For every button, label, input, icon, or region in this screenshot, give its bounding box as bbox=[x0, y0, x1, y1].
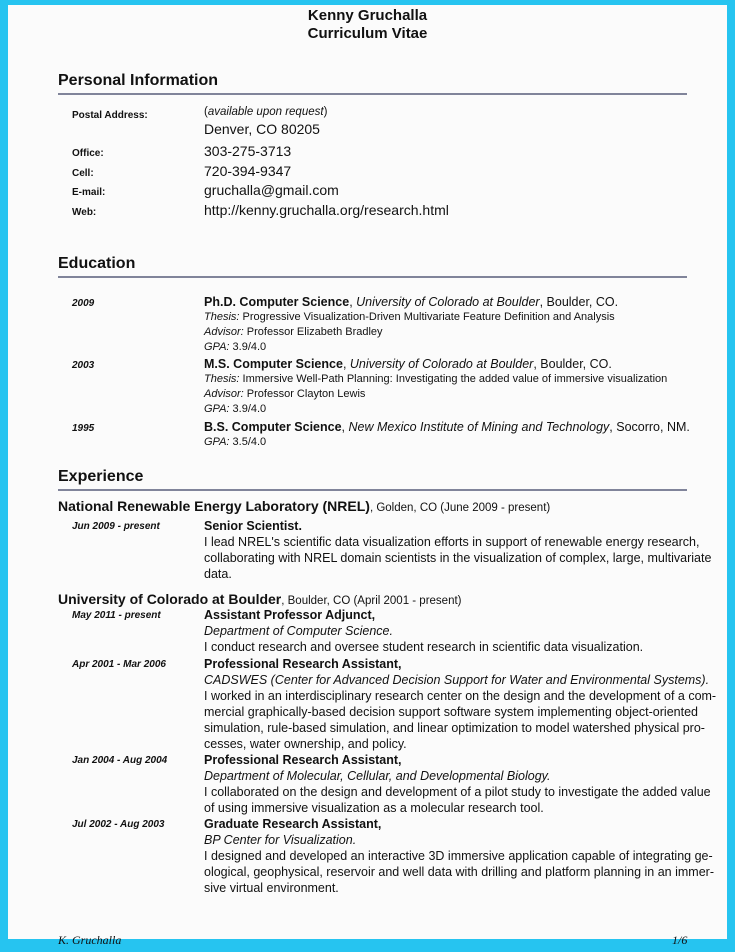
edu-degree: Ph.D. Computer Science bbox=[204, 295, 350, 309]
org-cu-boulder bbox=[58, 591, 462, 607]
cv-page bbox=[8, 5, 727, 947]
edu-thesis-value: Immersive Well-Path Planning: Investigating the added value of immersive visualization bbox=[239, 373, 668, 385]
org-nrel bbox=[58, 498, 550, 514]
exp-department: BP Center for Visualization. bbox=[204, 833, 357, 847]
edu-thesis-value: Progressive Visualization-Driven Multivariate Feature Definition and Analysis bbox=[239, 311, 615, 323]
exp-dates: May 2011 - present bbox=[72, 610, 161, 621]
edu-advisor-value: Professor Elizabeth Bradley bbox=[243, 326, 383, 338]
edu-advisor-label: Advisor: bbox=[204, 326, 244, 338]
exp-title: Professional Research Assistant, bbox=[204, 753, 402, 767]
edu-gpa-label: GPA: bbox=[204, 403, 230, 415]
exp-description-line: I worked in an interdisciplinary research center on the design and the development of a com- bbox=[204, 689, 717, 703]
exp-dates: Jan 2004 - Aug 2004 bbox=[72, 755, 168, 766]
exp-description-line: I lead NREL's scientific data visualization efforts in support of renewable energy research, bbox=[204, 535, 700, 549]
email-value[interactable]: gruchalla@gmail.com bbox=[204, 182, 339, 198]
cell-label: Cell: bbox=[72, 168, 94, 179]
web-label: Web: bbox=[72, 207, 97, 218]
exp-entry bbox=[204, 816, 724, 896]
section-rule bbox=[58, 276, 687, 278]
edu-advisor-value: Professor Clayton Lewis bbox=[243, 388, 366, 400]
exp-dates: Apr 2001 - Mar 2006 bbox=[72, 659, 166, 670]
section-heading-experience: Experience bbox=[58, 468, 144, 485]
exp-title: Assistant Professor Adjunct, bbox=[204, 608, 376, 622]
edu-gpa-label: GPA: bbox=[204, 436, 230, 448]
org-name: University of Colorado at Boulder bbox=[58, 591, 282, 607]
office-label: Office: bbox=[72, 148, 104, 159]
edu-degree: M.S. Computer Science bbox=[204, 357, 343, 371]
edu-thesis bbox=[204, 372, 724, 387]
exp-entry bbox=[204, 607, 724, 655]
edu-gpa-value: 3.9/4.0 bbox=[229, 341, 267, 353]
postal-city: Denver, CO 80205 bbox=[204, 121, 320, 137]
edu-location: , Socorro, NM. bbox=[609, 420, 690, 434]
footer-author: K. Gruchalla bbox=[58, 933, 122, 947]
org-name: National Renewable Energy Laboratory (NREL) bbox=[58, 498, 370, 514]
cv-name: Kenny Gruchalla bbox=[307, 7, 428, 24]
exp-description-line: cesses, water ownership, and policy. bbox=[204, 737, 407, 751]
exp-entry bbox=[204, 518, 724, 582]
exp-dates: Jun 2009 - present bbox=[72, 521, 160, 532]
section-heading-education: Education bbox=[58, 255, 136, 272]
edu-school: New Mexico Institute of Mining and Technology bbox=[348, 420, 610, 434]
exp-description-line: I collaborated on the design and development of a pilot study to investigate the added value bbox=[204, 785, 711, 799]
edu-school: University of Colorado at Boulder bbox=[356, 295, 540, 309]
exp-description-line: I conduct research and oversee student research in scientific data visualization. bbox=[204, 640, 644, 654]
section-heading-personal: Personal Information bbox=[58, 72, 219, 89]
edu-entry bbox=[204, 294, 724, 355]
exp-department: Department of Molecular, Cellular, and Developmental Biology. bbox=[204, 769, 551, 783]
edu-gpa bbox=[204, 402, 724, 417]
exp-description-line: data. bbox=[204, 567, 232, 581]
edu-entry bbox=[204, 356, 724, 417]
exp-description-line: I designed and developed an interactive 3D immersive application capable of integrating ge- bbox=[204, 849, 713, 863]
edu-gpa-label: GPA: bbox=[204, 341, 230, 353]
exp-dates: Jul 2002 - Aug 2003 bbox=[72, 819, 165, 830]
email-label: E-mail: bbox=[72, 187, 106, 198]
edu-degree: B.S. Computer Science bbox=[204, 420, 342, 434]
edu-location: , Boulder, CO. bbox=[539, 295, 619, 309]
section-rule bbox=[58, 489, 687, 491]
edu-advisor-label: Advisor: bbox=[204, 388, 244, 400]
edu-thesis bbox=[204, 310, 724, 325]
org-detail: , Golden, CO (June 2009 - present) bbox=[369, 502, 551, 514]
edu-advisor bbox=[204, 387, 724, 402]
exp-description-line: sive virtual environment. bbox=[204, 881, 339, 895]
exp-entry bbox=[204, 752, 724, 816]
exp-description-line: mercial graphically-based decision support software system implementing object-oriented bbox=[204, 705, 698, 719]
postal-note: (available upon request) bbox=[204, 106, 328, 118]
footer-page: 1/6 bbox=[672, 933, 688, 947]
section-rule bbox=[58, 93, 687, 95]
web-link[interactable]: http://kenny.gruchalla.org/research.html bbox=[204, 202, 449, 218]
edu-degree-line: M.S. Computer Science, University of Colorado at Boulder, Boulder, CO. bbox=[204, 357, 612, 371]
edu-degree-line: Ph.D. Computer Science, University of Colorado at Boulder, Boulder, CO. bbox=[204, 295, 619, 309]
org-detail: , Boulder, CO (April 2001 - present) bbox=[281, 595, 462, 607]
exp-title: Senior Scientist. bbox=[204, 519, 302, 533]
exp-description-line: collaborating with NREL domain scientists in the visualization of complex, large, multivariate bbox=[204, 551, 712, 565]
edu-gpa-value: 3.9/4.0 bbox=[229, 403, 267, 415]
edu-advisor bbox=[204, 325, 724, 340]
edu-thesis-label: Thesis: bbox=[204, 311, 240, 323]
exp-entry bbox=[204, 656, 724, 752]
postal-label: Postal Address: bbox=[72, 110, 148, 121]
exp-department: Department of Computer Science. bbox=[204, 624, 393, 638]
edu-gpa bbox=[204, 435, 724, 450]
edu-gpa bbox=[204, 340, 724, 355]
exp-department: CADSWES (Center for Advanced Decision Support for Water and Environmental Systems). bbox=[204, 673, 710, 687]
edu-year: 2003 bbox=[72, 360, 95, 371]
edu-entry bbox=[204, 419, 724, 450]
cell-value: 720-394-9347 bbox=[204, 163, 292, 179]
edu-location: , Boulder, CO. bbox=[533, 357, 612, 371]
exp-description-line: ological, geophysical, reservoir and well data with drilling and platform planning in an immer- bbox=[204, 865, 714, 879]
edu-year: 2009 bbox=[72, 298, 95, 309]
cv-subtitle: Curriculum Vitae bbox=[307, 25, 428, 42]
exp-title: Graduate Research Assistant, bbox=[204, 817, 382, 831]
edu-thesis-label: Thesis: bbox=[204, 373, 240, 385]
exp-description-line: simulation, rule-based simulation, and linear optimization to model watershed physical pro- bbox=[204, 721, 705, 735]
exp-title: Professional Research Assistant, bbox=[204, 657, 402, 671]
edu-year: 1995 bbox=[72, 423, 95, 434]
postal-note-text: available upon request bbox=[207, 106, 324, 118]
edu-school: University of Colorado at Boulder bbox=[349, 357, 534, 371]
edu-gpa-value: 3.5/4.0 bbox=[229, 436, 267, 448]
exp-description-line: of using immersive visualization as a molecular research tool. bbox=[204, 801, 544, 815]
edu-degree-line: B.S. Computer Science, New Mexico Institute of Mining and Technology, Socorro, NM. bbox=[204, 420, 690, 434]
office-value: 303-275-3713 bbox=[204, 143, 292, 159]
